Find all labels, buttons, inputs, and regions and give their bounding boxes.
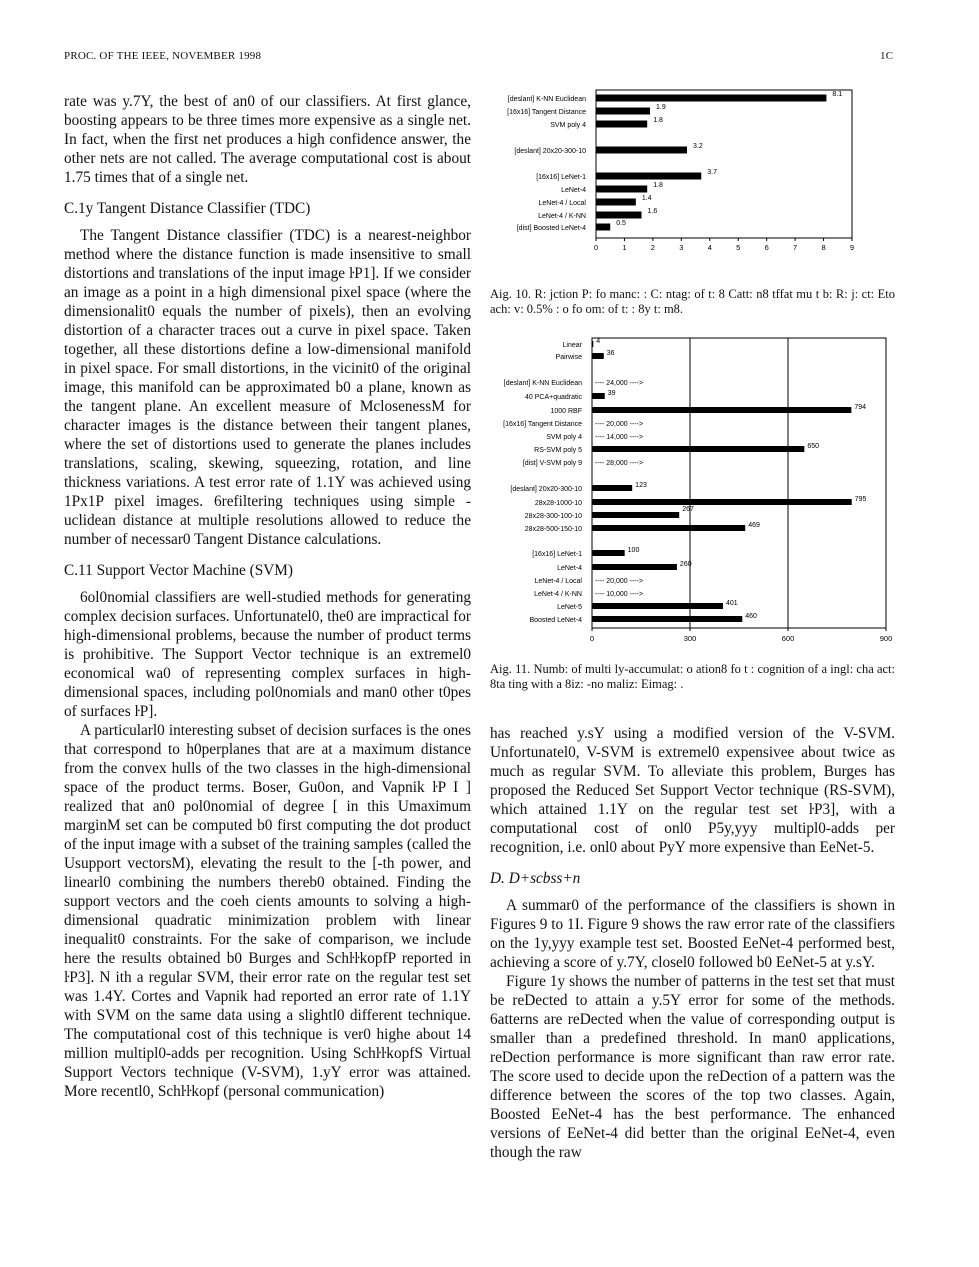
x-tick-label: 3 xyxy=(679,243,684,252)
data-label: ---- 28,000 ----> xyxy=(595,460,644,467)
data-label: 469 xyxy=(748,522,760,529)
category-label: [16x16] LeNet-1 xyxy=(536,174,586,181)
section-heading-tdc: C.1y Tangent Distance Classifier (TDC) xyxy=(64,200,311,217)
category-label: Linear xyxy=(562,342,582,349)
bar xyxy=(592,499,852,505)
category-label: LeNet-5 xyxy=(557,604,582,611)
data-label: 267 xyxy=(682,506,694,513)
paragraph-discussion-rejection: Figure 1y shows the number of patterns in the test set that must be reDected to attain a y.5Y error for some of the methods. 6atterns are reDected when the value of corresponding output is smaller than a predefined threshold. In man0 applications, reDection performance is more significant than raw error rate. The score used to decide upon the reDection of a pattern was the difference between the scores of the top two classes. Again, Boosted EeNet-4 has the best performance. The enhanced versions of EeNet-4 did better than the original EeNet-4, even though the raw xyxy=(490,973,895,1161)
category-label: LeNet-4 / Local xyxy=(534,578,582,585)
data-label: 260 xyxy=(679,561,692,568)
category-label: Boosted LeNet-4 xyxy=(529,617,582,624)
x-tick-label: 300 xyxy=(683,634,697,643)
data-label: ---- 20,000 ----> xyxy=(595,578,644,585)
category-label: [dist] Boosted LeNet-4 xyxy=(516,225,586,232)
x-tick-label: 4 xyxy=(707,243,712,252)
category-label: LeNet-4 / K-NN xyxy=(534,591,582,598)
data-label: 4 xyxy=(596,338,601,345)
category-label: 1000 RBF xyxy=(550,408,582,415)
x-tick-label: 0 xyxy=(589,634,595,643)
bar xyxy=(596,121,647,128)
category-label: [deslant] K-NN Euclidean xyxy=(507,96,586,103)
x-tick-label: 6 xyxy=(764,243,769,252)
bar xyxy=(592,616,742,622)
data-label: ---- 10,000 ----> xyxy=(595,591,644,598)
data-label: 3.2 xyxy=(693,143,703,150)
paragraph-svm-details: A particularl0 interesting subset of decision surfaces is the ones that correspond to h0perplanes that are at a maximum distance from the convex hulls of the two classes in the high-dimensional space of the product terms. Boser, Gu0on, and Vapnik ŀP I ] realized that an0 pol0nomial of degree [ in this Umaximum marginM set can be computed b0 first computing the dot product of the input image with a subset of the training samples (called the Usupport vectorsM), elevating the result to the [-th power, and linearl0 combining the numbers thereb0 obtained. Finding the support vectors and the coeh cients amounts to solving a high-dimensional quadratic minimization problem with linear inequalit0 constraints. For the sake of comparison, we include here the results obtained b0 Burges and SchŀŀkopfP reported in ŀP3]. N ith a regular SVM, their error rate on the regular test set was 1.4Y. Cortes and Vapnik had reported an error rate of 1.1Y with SVM on the same data using a slightl0 different technique. The computational cost of this technique is ver0 highe about 14 million multipl0-adds per recognition. Using SchŀŀkopfS Virtual Support Vectors technique (V-SVM), 1.yY error was attained. More recentl0, Schŀŀkopf (personal communication) xyxy=(64,722,471,1100)
bar xyxy=(596,199,636,206)
bar xyxy=(592,407,851,413)
x-tick-label: 600 xyxy=(781,634,795,643)
section-heading-svm: C.11 Support Vector Machine (SVM) xyxy=(64,562,294,579)
data-label: 36 xyxy=(606,350,615,357)
x-tick-label: 8 xyxy=(821,243,826,252)
data-label: 3.7 xyxy=(707,169,717,176)
data-label: 795 xyxy=(854,496,867,503)
paragraph-tdc: The Tangent Distance classifier (TDC) is a nearest-neighbor method where the distance function is made insensitive to small distortions and translations of the input image ŀP1]. If we consider an image as a point in a high dimensional pixel space (where the dimensionalit0 equals the number of pixels), then an evolving distortion of a character traces out a curve in pixel space. Taken together, all these distortions define a low-dimensional manifold in pixel space. For small distortions, in the vicinit0 of the original image, this manifold can be approximated b0 a plane, known as the tangent plane. An excellent measure of MclosenessM for character images is the distance between their tangent planes, where the set of distortions used to generate the planes includes translations, scaling, skewing, squeezing, rotation, and line thickness variations. A test error rate of 1.1Y was achieved using 1Px1P pixel images. 6refiltering techniques using simple - uclidean distance at multiple resolutions allowed to reduce the number of necessar0 Tangent Distance calculations. xyxy=(64,227,471,548)
figure-10-rejection-chart xyxy=(490,88,870,260)
section-heading-discussion: D. D+scbss+n xyxy=(490,870,581,887)
bar xyxy=(592,341,593,347)
bar xyxy=(592,353,604,359)
bar xyxy=(596,186,647,193)
data-label: ---- 14,000 ----> xyxy=(595,434,644,441)
figure-11-multiply-accumulate-chart xyxy=(490,336,902,648)
data-label: 1.4 xyxy=(641,195,652,202)
category-label: LeNet-4 / K-NN xyxy=(538,213,586,220)
x-tick-label: 7 xyxy=(793,243,798,252)
category-label: [16x16] LeNet-1 xyxy=(532,551,582,558)
paragraph-rs-svm: has reached y.sY using a modified version of the V-SVM. Unfortunatel0, V-SVM is extremel0 expensivee about twice as much as regular SVM. To alleviate this problem, Burges has proposed the Reduced Set Support Vector technique (RS-SVM), which attained 1.1Y on the regular test set ŀP3], with a computational cost of onl0 P5y,yyy multipl0-adds per recognition, i.e. onl0 about PyY more expensive than EeNet-5. xyxy=(490,725,895,856)
category-label: LeNet-4 xyxy=(561,187,586,194)
data-label: 1.9 xyxy=(656,104,666,111)
category-label: LeNet-4 xyxy=(557,565,582,572)
x-tick-label: 9 xyxy=(849,243,855,252)
data-label: 0.5 xyxy=(616,220,626,227)
category-label: [16x16] Tangent Distance xyxy=(503,421,582,428)
category-label: 28x28-500-150-10 xyxy=(524,526,582,533)
data-label: 39 xyxy=(607,390,616,397)
bar xyxy=(596,108,650,115)
data-label: 123 xyxy=(635,482,647,489)
figure-11-caption: Aig. 11. Numb: of multi ly-accumulat: o ation8 fo t : cognition of a ingl: cha act: 8ta ting with a 8iz: -no maliz: Eimag: . xyxy=(490,662,895,691)
left-column xyxy=(64,92,471,1101)
bar xyxy=(596,224,610,231)
x-tick-label: 5 xyxy=(736,243,741,252)
data-label: ---- 20,000 ----> xyxy=(595,421,644,428)
bar xyxy=(592,393,605,399)
category-label: [deslant] 20x20-300-10 xyxy=(514,148,586,155)
category-label: SVM poly 4 xyxy=(546,434,582,441)
bar xyxy=(596,95,826,102)
data-label: 1.8 xyxy=(653,182,663,189)
right-column xyxy=(490,724,895,1162)
data-label: 460 xyxy=(745,613,757,620)
category-label: [deslant] K-NN Euclidean xyxy=(503,380,582,387)
page-number: 1C xyxy=(880,50,894,62)
category-label: 28x28-300-100-10 xyxy=(524,513,582,520)
data-label: 100 xyxy=(627,547,640,554)
category-label: Pairwise xyxy=(555,354,582,361)
bar xyxy=(592,550,625,556)
data-label: 650 xyxy=(807,443,820,450)
data-label: ---- 24,000 ----> xyxy=(595,380,644,387)
paragraph-svm-intro: 6ol0nomial classifiers are well-studied methods for generating complex decision surfaces. Unfortunatel0, the0 are impractical for high-dimensional problems, because the number of product terms is prohibitive. The Support Vector technique is an extremel0 economical wa0 of representing complex surfaces in high-dimensional spaces, including pol0nomials and man0 other t0pes of surfaces ŀP]. xyxy=(64,589,471,720)
bar xyxy=(592,603,723,609)
bar xyxy=(596,212,642,219)
x-tick-label: 0 xyxy=(593,243,599,252)
category-label: 28x28-1000-10 xyxy=(534,500,582,507)
x-tick-label: 900 xyxy=(879,634,893,643)
data-label: 8.1 xyxy=(832,91,843,98)
x-tick-label: 1 xyxy=(622,243,627,252)
data-label: 1.6 xyxy=(647,208,658,215)
bar xyxy=(596,147,687,154)
category-label: SVM poly 4 xyxy=(550,122,586,129)
x-tick-label: 2 xyxy=(650,243,655,252)
category-label: 40 PCA+quadratic xyxy=(524,394,582,401)
category-label: [dist] V-SVM poly 9 xyxy=(522,460,582,467)
data-label: 401 xyxy=(725,600,738,607)
paragraph-boosting-cost: rate was y.7Y, the best of an0 of our classifiers. At first glance, boosting appears to be three times more expensive as a single net. In fact, when the first net produces a high confidence answer, the other nets are not called. The average computational cost is about 1.75 times that of a single net. xyxy=(64,93,471,186)
category-label: [deslant] 20x20-300-10 xyxy=(510,486,582,493)
bar xyxy=(596,173,701,180)
bar xyxy=(592,485,632,491)
data-label: 1.8 xyxy=(653,117,663,124)
bar xyxy=(592,525,745,531)
bar xyxy=(592,564,677,570)
running-header: PROC. OF THE IEEE, NOVEMBER 1998 xyxy=(64,50,262,62)
paragraph-discussion-summary: A summar0 of the performance of the classifiers is shown in Figures 9 to 1I. Figure 9 shows the raw error rate of the classifiers on the 1y,yyy example test set. Boosted EeNet-4 performed best, achieving a score of y.7Y, closel0 followed b0 EeNet-5 at y.sY. xyxy=(490,897,895,971)
data-label: 794 xyxy=(854,404,867,411)
category-label: [16x16] Tangent Distance xyxy=(507,109,586,116)
category-label: LeNet-4 / Local xyxy=(538,200,586,207)
category-label: RS-SVM poly 5 xyxy=(534,447,582,454)
bar xyxy=(592,446,804,452)
figure-10-caption: Aig. 10. R: jction P: fo manc: : C: ntag: of t: 8 Catt: n8 tffat mu t b: R: j: ct: Eto ach: v: 0.5% : o fo om: of t: : 8y t: m8. xyxy=(490,287,895,316)
bar xyxy=(592,512,679,518)
